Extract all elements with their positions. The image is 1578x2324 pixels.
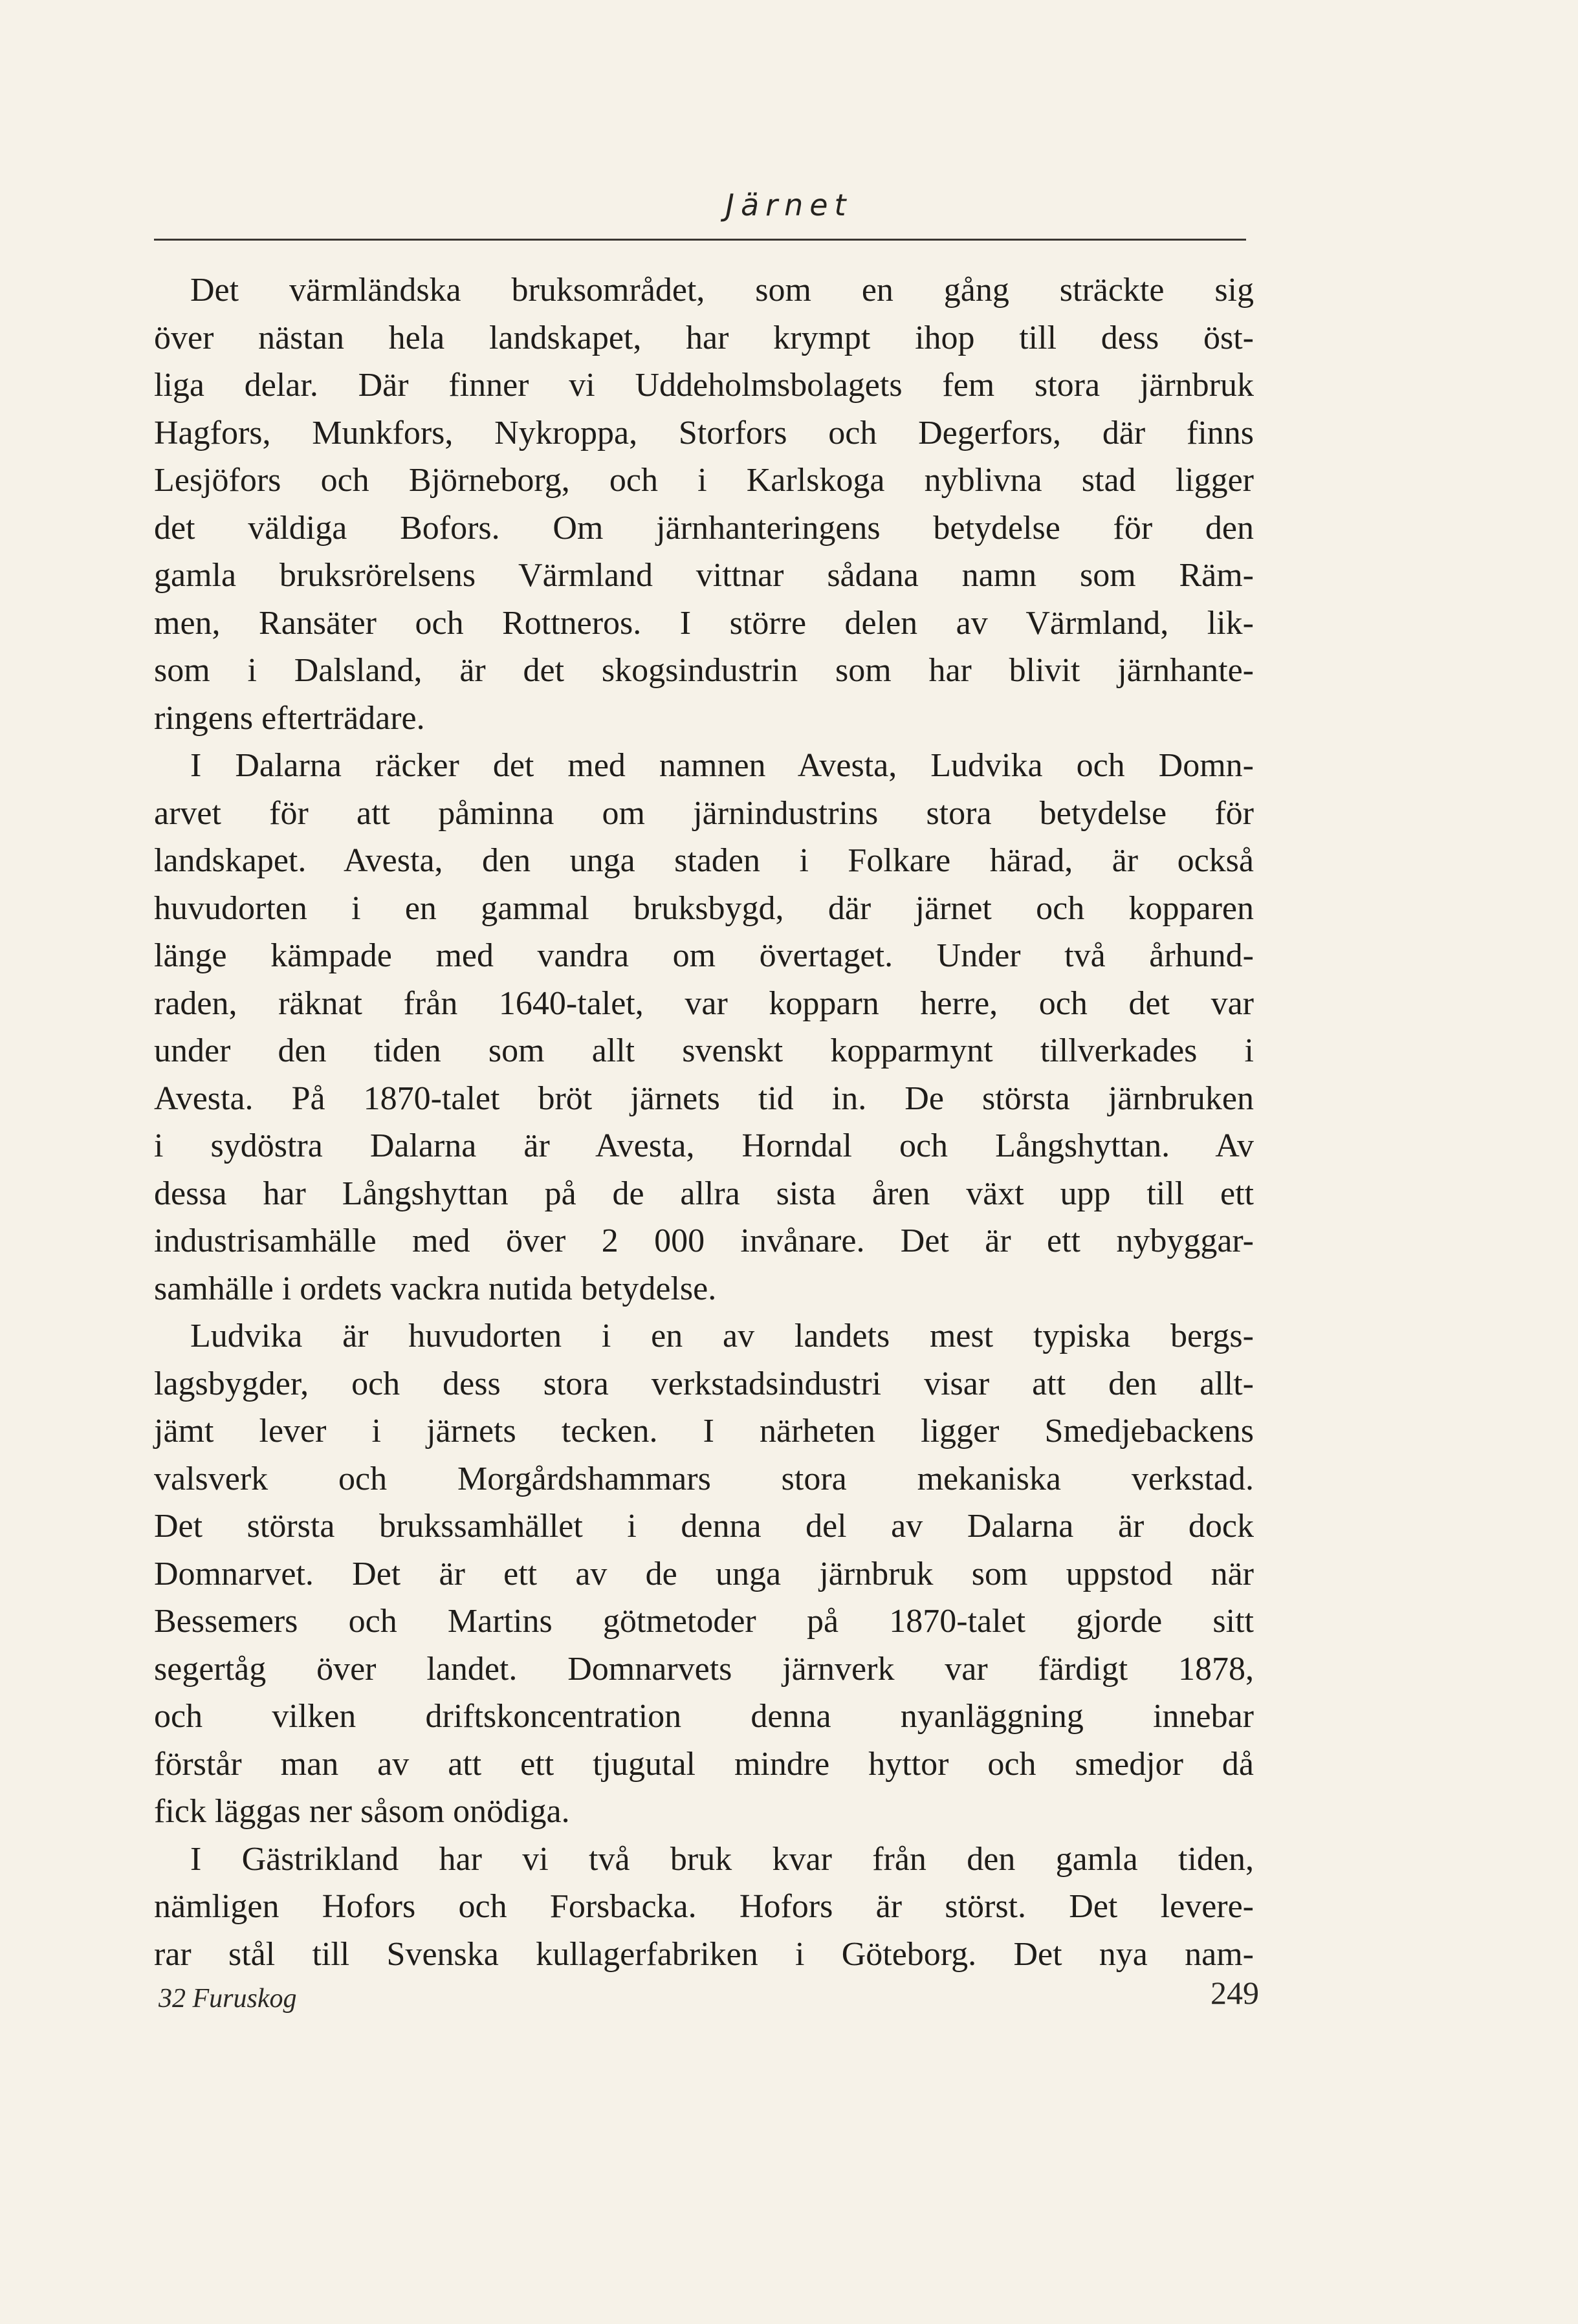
text-line: I Dalarna räcker det med namnen Avesta, Ludvika och Domn- [190,747,1254,784]
text-line: länge kämpade med vandra om övertaget. Under två århund- [154,937,1254,974]
text-line: lagsbygder, och dess stora verkstadsindustri visar att den allt- [154,1365,1254,1402]
running-title: Järnet [725,188,853,223]
text-line: förstår man av att ett tjugutal mindre hyttor och smedjor då [154,1745,1254,1783]
text-line: under den tiden som allt svenskt kopparmynt tillverkades i [154,1032,1254,1069]
text-line: men, Ransäter och Rottneros. I större delen av Värmland, lik- [154,604,1254,642]
text-line: Ludvika är huvudorten i en av landets mest typiska bergs- [190,1318,1254,1354]
text-line: huvudorten i en gammal bruksbygd, där järnet och kopparen [154,889,1254,927]
text-line: samhälle i ordets vackra nutida betydelse. [154,1270,717,1307]
text-line: segertåg över landet. Domnarvets järnverk var färdigt 1878, [154,1650,1254,1688]
text-line: rar stål till Svenska kullagerfabriken i Göteborg. Det nya nam- [154,1935,1254,1973]
text-line: och vilken driftskoncentration denna nyanläggning innebar [154,1698,1254,1735]
text-line: landskapet. Avesta, den unga staden i Folkare härad, är också [154,842,1254,879]
page-number: 249 [1211,1975,1259,2011]
signature-mark: 32 Furuskog [159,1984,297,2014]
text-line: Domnarvet. Det är ett av de unga järnbruk som uppstod när [154,1555,1254,1592]
text-line: jämt lever i järnets tecken. I närheten ligger Smedjebackens [154,1413,1254,1450]
text-line: valsverk och Morgårdshammars stora mekaniska verkstad. [154,1460,1254,1497]
text-line: I Gästrikland har vi två bruk kvar från den gamla tiden, [190,1840,1254,1878]
text-line: fick läggas ner såsom onödiga. [154,1793,570,1830]
text-line: Hagfors, Munkfors, Nykroppa, Storfors och Degerfors, där finns [154,414,1254,451]
text-line: ringens efterträdare. [154,699,425,737]
paragraph-3 [154,1312,1254,1836]
text-line: Bessemers och Martins götmetoder på 1870-talet gjorde sitt [154,1603,1254,1640]
text-line: det väldiga Bofors. Om järnhanteringens betydelse för den [154,509,1254,547]
text-line: i sydöstra Dalarna är Avesta, Horndal och Långshyttan. Av [154,1127,1254,1164]
text-line: Lesjöfors och Björneborg, och i Karlskoga nyblivna stad ligger [154,462,1254,499]
text-line: liga delar. Där finner vi Uddeholmsbolagets fem stora järnbruk [154,367,1254,404]
header-rule [154,239,1246,241]
text-line: gamla bruksrörelsens Värmland vittnar sådana namn som Räm- [154,557,1254,594]
paragraph-2 [154,742,1254,1312]
body-text [154,266,1254,1978]
text-line: Avesta. På 1870-talet bröt järnets tid in. De största järnbruken [154,1080,1254,1117]
text-line: industrisamhälle med över 2 000 invånare. Det är ett nybyggar- [154,1222,1254,1259]
paragraph-4 [154,1836,1254,1979]
text-line: Det största brukssamhället i denna del av Dalarna är dock [154,1508,1254,1545]
paragraph-1 [154,266,1254,742]
text-line: raden, räknat från 1640-talet, var kopparn herre, och det var [154,984,1254,1022]
text-line: som i Dalsland, är det skogsindustrin som har blivit järnhante- [154,652,1254,689]
text-line: nämligen Hofors och Forsbacka. Hofors är störst. Det levere- [154,1888,1254,1925]
text-line: dessa har Långshyttan på de allra sista åren växt upp till ett [154,1175,1254,1212]
text-line: Det värmländska bruksområdet, som en gång sträckte sig [190,272,1254,309]
text-line: arvet för att påminna om järnindustrins stora betydelse för [154,794,1254,832]
text-line: över nästan hela landskapet, har krympt ihop till dess öst- [154,319,1254,356]
